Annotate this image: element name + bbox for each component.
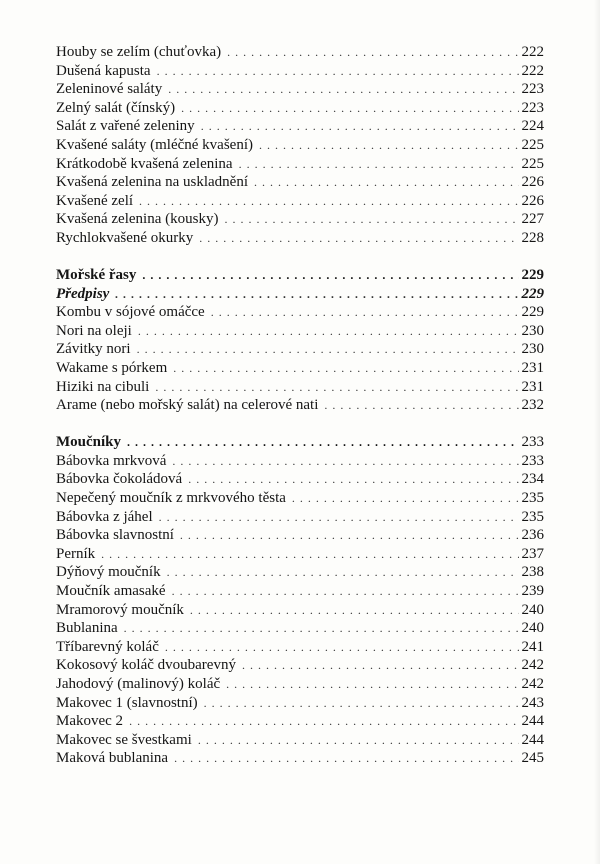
toc-entry [56,545,544,564]
toc-entry-page-number: 243 [521,694,544,711]
toc-entry [56,619,544,638]
toc-entry [56,155,544,174]
dot-leader [167,563,519,582]
toc-entry-page-number: 233 [521,434,544,451]
dot-leader [157,62,519,81]
toc-entry-title: Maková bublanina [56,750,169,767]
toc-entry [56,675,544,694]
dot-leader [292,489,519,508]
toc-entry-title: Kvašená zelenina (kousky) [56,211,219,228]
dot-leader [226,675,518,694]
toc-entry-title: Salát z vařené zeleniny [56,118,195,135]
toc-entry [56,712,544,731]
toc-entry-title: Bábovka z jáhel [56,508,153,525]
toc-entry-title: Rychlokvašené okurky [56,229,194,246]
toc-entry-page-number: 235 [521,508,544,525]
toc-entry-title: Bábovka mrkvová [56,452,167,469]
toc-entry-page-number: 229 [521,285,544,302]
table-of-contents [56,43,544,768]
toc-entry-page-number: 232 [521,397,544,414]
dot-leader [198,731,519,750]
toc-subheading [56,285,544,304]
toc-entry [56,340,544,359]
toc-entry [56,582,544,601]
toc-entry [56,749,544,768]
toc-entry [56,43,544,62]
toc-section [56,43,544,248]
toc-entry-page-number: 235 [521,490,544,507]
toc-entry-page-number: 225 [521,136,544,153]
toc-entry-page-number: 244 [521,731,544,748]
toc-entry-page-number: 223 [521,99,544,116]
dot-leader [165,638,519,657]
toc-entry-title: Kvašené saláty (mléčné kvašení) [56,136,253,153]
toc-entry [56,62,544,81]
toc-entry-title: Wakame s pórkem [56,360,168,376]
dot-leader [172,582,519,601]
dot-leader [159,508,519,527]
toc-entry-title: Kombu v sójové omáčce [56,304,205,321]
toc-entry-page-number: 238 [521,564,544,581]
toc-entry [56,80,544,99]
toc-entry-title: Dýňový moučník [56,564,161,581]
toc-entry [56,322,544,341]
toc-entry-title: Předpisy [56,285,110,302]
dot-leader [139,192,518,211]
toc-entry-page-number: 223 [521,81,544,98]
toc-entry-page-number: 229 [521,304,544,321]
toc-entry [56,229,544,248]
toc-entry-title: Dušená kapusta [56,62,151,79]
toc-entry-page-number: 226 [521,192,544,209]
toc-entry-title: Krátkodobě kvašená zelenina [56,155,233,172]
dot-leader [115,285,518,304]
dot-leader [201,117,519,136]
toc-entry-title: Arame (nebo mořský salát) na celerové nati [56,397,319,414]
toc-entry-page-number: 236 [521,527,544,544]
dot-leader [180,526,519,545]
toc-entry-title: Moučník amasaké [56,583,166,600]
toc-entry-title: Zelný salát (čínský) [56,99,176,116]
toc-entry-title: Hiziki na cibuli [56,378,150,395]
toc-entry [56,526,544,545]
toc-entry-title: Nepečený moučník z mrkvového těsta [56,490,286,507]
toc-entry-page-number: 222 [521,62,544,79]
toc-entry [56,99,544,118]
toc-entry [56,173,544,192]
toc-entry-page-number: 240 [521,601,544,618]
toc-entry-title: Makovec se švestkami [56,731,192,748]
dot-leader [173,359,518,378]
toc-entry-title: Mořské řasy [56,267,137,284]
dot-leader [174,749,518,768]
toc-entry-title: Moučníky [56,434,122,451]
dot-leader [324,396,518,415]
toc-entry [56,694,544,713]
dot-leader [190,601,519,620]
toc-entry-page-number: 231 [521,360,544,376]
toc-entry-title: Makovec 1 (slavnostní) [56,694,198,711]
toc-section-heading [56,433,544,452]
toc-entry-page-number: 229 [521,267,544,284]
dot-leader [259,136,519,155]
dot-leader [129,712,518,731]
toc-entry-page-number: 231 [521,378,544,395]
toc-entry-page-number: 237 [521,545,544,562]
toc-entry-page-number: 244 [521,713,544,730]
toc-entry-title: Tříbarevný koláč [56,638,159,655]
toc-entry-page-number: 224 [521,118,544,135]
toc-entry-title: Makovec 2 [56,713,124,730]
toc-entry-title: Perník [56,545,96,562]
toc-entry [56,359,544,378]
toc-entry-page-number: 233 [521,452,544,469]
toc-entry-title: Houby se zelím (chuťovka) [56,44,222,60]
toc-entry-page-number: 242 [521,676,544,692]
toc-entry [56,563,544,582]
toc-entry [56,396,544,415]
dot-leader [239,155,519,174]
toc-entry-page-number: 240 [521,620,544,637]
dot-leader [204,694,519,713]
toc-entry [56,470,544,489]
toc-entry-page-number: 222 [521,44,544,60]
toc-entry [56,192,544,211]
dot-leader [138,322,519,341]
toc-entry-title: Bábovka slavnostní [56,527,174,544]
toc-entry-page-number: 245 [521,750,544,767]
dot-leader [227,43,518,62]
dot-leader [172,452,518,471]
toc-entry-page-number: 242 [521,657,544,674]
toc-entry [56,656,544,675]
dot-leader [188,470,518,489]
toc-entry-title: Kvašená zelenina na uskladnění [56,174,249,191]
toc-entry-page-number: 241 [521,638,544,655]
dot-leader [254,173,518,192]
toc-entry-title: Závitky nori [56,341,131,358]
toc-section [56,433,544,768]
dot-leader [137,340,519,359]
dot-leader [101,545,518,564]
toc-entry [56,136,544,155]
toc-entry-title: Mramorový moučník [56,601,184,618]
toc-entry [56,303,544,322]
toc-section [56,266,544,415]
toc-entry-page-number: 227 [521,211,544,228]
dot-leader [224,210,518,229]
toc-section-heading [56,266,544,285]
toc-entry [56,489,544,508]
dot-leader [142,266,518,285]
toc-entry-title: Kokosový koláč dvoubarevný [56,657,236,674]
toc-entry-page-number: 230 [521,341,544,358]
dot-leader [168,80,518,99]
dot-leader [124,619,519,638]
toc-entry-title: Kvašené zelí [56,192,134,209]
dot-leader [127,433,518,452]
toc-entry-page-number: 230 [521,322,544,339]
toc-entry [56,638,544,657]
toc-entry [56,117,544,136]
toc-entry-page-number: 234 [521,471,544,488]
toc-entry-page-number: 228 [521,229,544,246]
toc-entry-page-number: 225 [521,155,544,172]
toc-entry [56,378,544,397]
dot-leader [181,99,518,118]
toc-entry [56,601,544,620]
toc-entry-page-number: 239 [521,583,544,600]
toc-entry-title: Jahodový (malinový) koláč [56,676,221,692]
toc-entry [56,508,544,527]
dot-leader [211,303,519,322]
dot-leader [155,378,518,397]
page-edge-shadow [594,0,600,864]
dot-leader [199,229,518,248]
toc-entry-title: Zeleninové saláty [56,81,163,98]
toc-entry [56,731,544,750]
dot-leader [242,656,519,675]
toc-entry-page-number: 226 [521,174,544,191]
toc-entry [56,210,544,229]
toc-entry-title: Bublanina [56,620,118,637]
toc-entry [56,452,544,471]
toc-entry-title: Bábovka čokoládová [56,471,183,488]
toc-entry-title: Nori na oleji [56,322,132,339]
